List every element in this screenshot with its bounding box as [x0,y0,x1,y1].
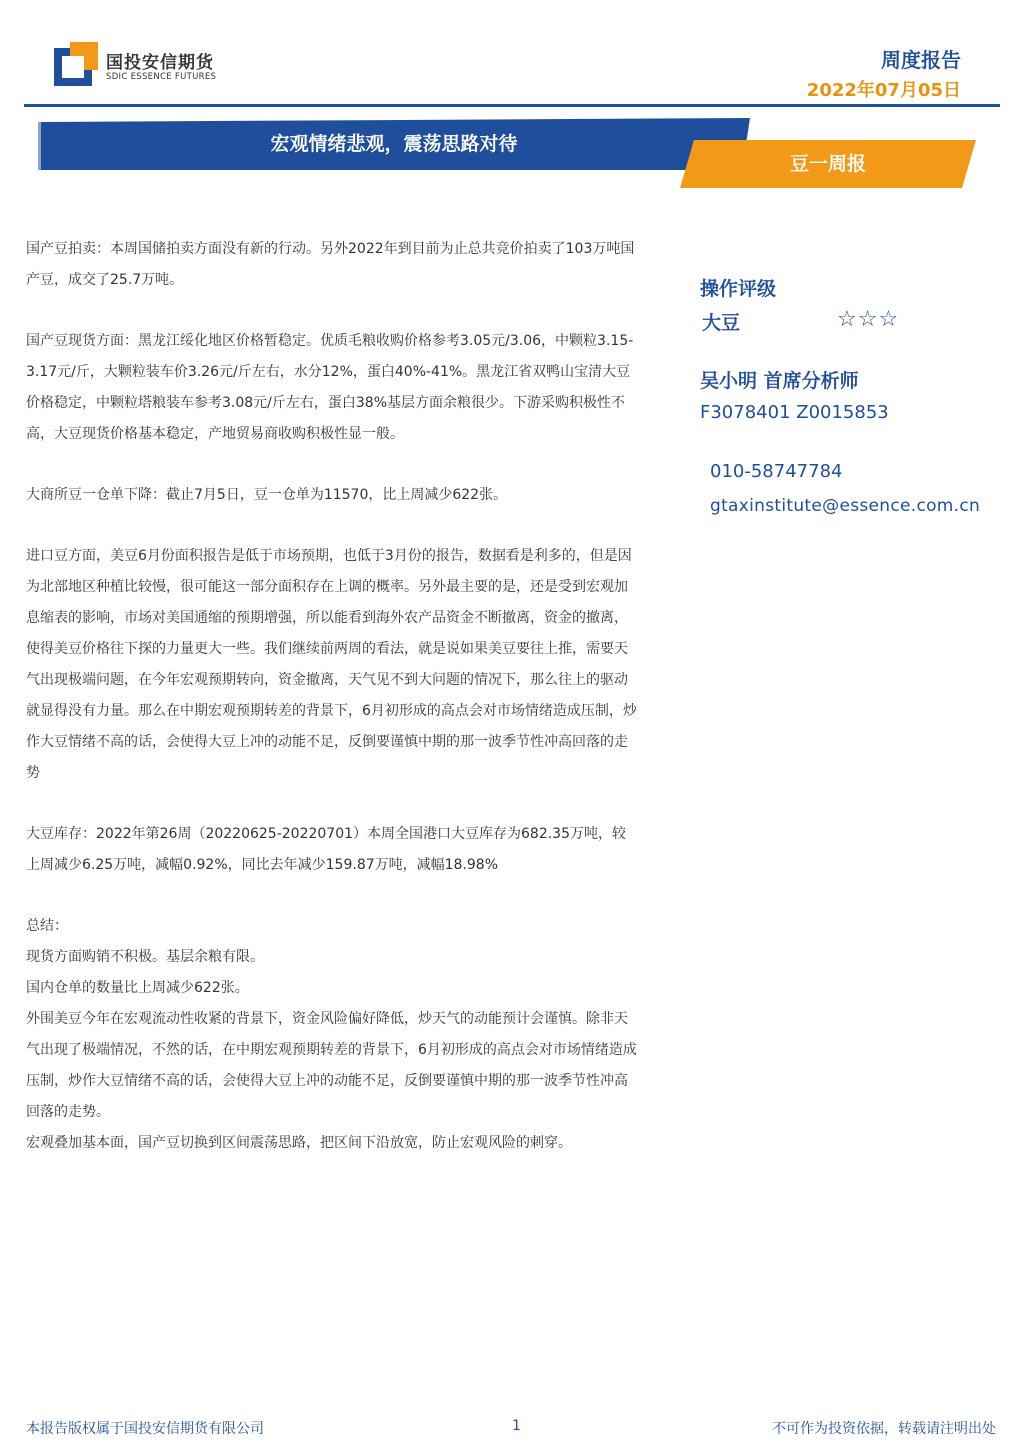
report-type: 周度报告 [881,48,961,72]
analyst-name: 吴小明 首席分析师 [700,370,859,392]
contact-phone: 010-58747784 [710,461,843,482]
report-date: 2022年07月05日 [806,80,961,101]
analyst-license: F3078401 Z0015853 [700,402,889,423]
company-logo [54,42,244,88]
summary-line: 宏观叠加基本面，国产豆切换到区间震荡思路，把区间下沿放宽，防止宏观风险的刺穿。 [26,1135,572,1151]
title-banner [38,118,750,170]
summary-line: 现货方面购销不积极。基层余粮有限。 [26,949,264,965]
header-divider [24,104,1000,107]
footer-copyright: 本报告版权属于国投安信期货有限公司 [26,1421,264,1437]
paragraph-domestic-auction: 国产豆拍卖：本周国储拍卖方面没有新的行动。另外2022年到目前为止总共竞价拍卖了103万吨国产豆，成交了25.7万吨。 [26,241,635,288]
paragraph-imported-soybean: 进口豆方面，美豆6月份面积报告是低于市场预期，也低于3月份的报告，数据看是利多的，但是因为北部地区种植比较慢，很可能这一部分面积存在上调的概率。另外最主要的是，还是受到宏观加息缩表的影响，市场对美国通缩的预期增强，所以能看到海外农产品资金不断撤离，资金的撤离，使得美豆价格往下探的力量更大一些。我们继续前两周的看法，就是说如果美豆要往上推，需要天气出现极端问题，在今年宏观预期转向，资金撤离，天气见不到大问题的情况下，那么往上的驱动就显得没有力量。那么在中期宏观预期转差的背景下，6月初形成的高点会对市场情绪造成压制，炒作大豆情绪不高的话，会使得大豆上冲的动能不足，反倒要谨慎中期的那一波季节性冲高回落的走势 [26,548,637,781]
summary-title: 总结： [26,918,68,934]
page-number: 1 [512,1418,521,1434]
paragraph-soybean-inventory: 大豆库存：2022年第26周（20220625-20220701）本周全国港口大豆库存为682.35万吨，较上周减少6.25万吨，减幅0.92%，同比去年减少159.87万吨，减幅18.98% [26,826,626,873]
report-category: 豆一周报 [789,153,866,175]
summary-section [26,911,638,1159]
rating-stars-icon: ☆☆☆ [837,307,900,332]
rating-product: 大豆 [702,312,741,334]
paragraph-domestic-spot: 国产豆现货方面：黑龙江绥化地区价格暂稳定。优质毛粮收购价格参考3.05元/3.06，中颗粒3.15-3.17元/斤，大颗粒装车价3.26元/斤左右，水分12%，蛋白40%-41%。黑龙江省双鸭山宝清大豆价格稳定，中颗粒塔粮装车参考3.08元/斤左右，蛋白38%基层方面余粮很少。下游采购积极性不高，大豆现货价格基本稳定，产地贸易商收购积极性显一般。 [26,333,634,442]
report-body [26,234,638,1159]
report-title: 宏观情绪悲观，震荡思路对待 [270,133,518,155]
category-banner [680,140,976,188]
logo-mark-icon [54,42,98,86]
summary-line: 外围美豆今年在宏观流动性收紧的背景下，资金风险偏好降低，炒天气的动能预计会谨慎。除非天气出现了极端情况，不然的话，在中期宏观预期转差的背景下，6月初形成的高点会对市场情绪造成压制，炒作大豆情绪不高的话，会使得大豆上冲的动能不足，反倒要谨慎中期的那一波季节性冲高回落的走势。 [26,1011,637,1120]
rating-title: 操作评级 [700,278,777,300]
footer-disclaimer: 不可作为投资依据，转载请注明出处 [772,1421,996,1437]
summary-line: 国内仓单的数量比上周减少622张。 [26,980,249,996]
paragraph-warehouse-receipts: 大商所豆一仓单下降：截止7月5日，豆一仓单为11570，比上周减少622张。 [26,487,508,503]
contact-email[interactable]: gtaxinstitute@essence.com.cn [710,496,981,516]
company-name-cn: 国投安信期货 [106,53,214,73]
company-name-en: SDIC ESSENCE FUTURES [106,72,217,82]
